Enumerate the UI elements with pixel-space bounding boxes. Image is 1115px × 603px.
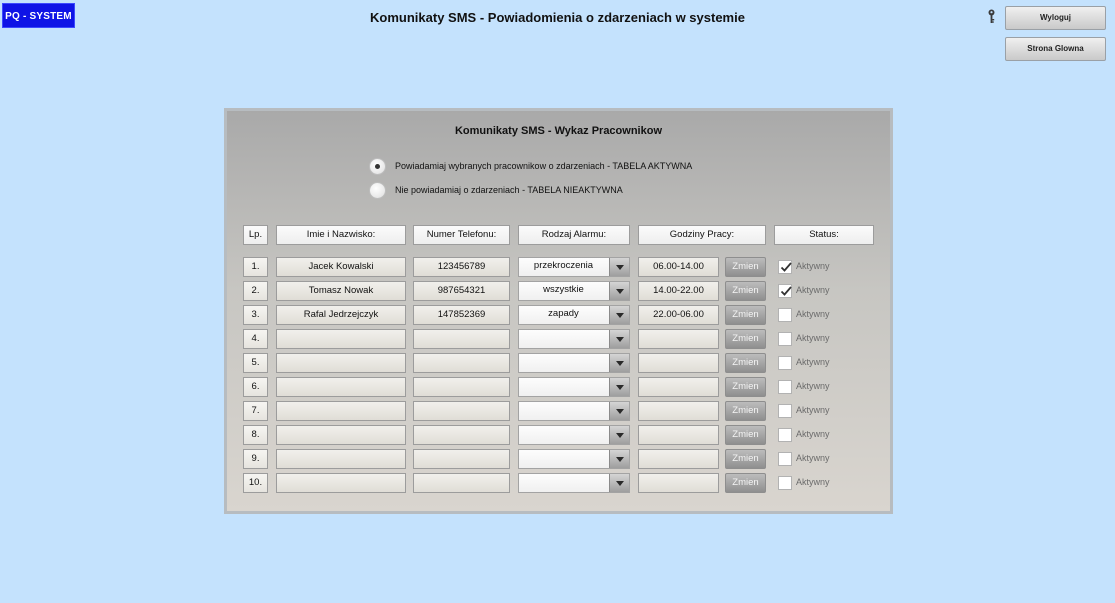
checkmark-icon <box>780 285 792 297</box>
header-alarm: Rodzaj Alarmu: <box>518 225 630 245</box>
dropdown-button[interactable] <box>609 330 629 348</box>
work-hours-field[interactable] <box>638 449 719 469</box>
alarm-type-select[interactable] <box>518 257 630 277</box>
active-checkbox[interactable] <box>778 332 792 346</box>
chevron-down-icon <box>616 433 624 438</box>
change-button[interactable]: Zmien <box>725 329 766 349</box>
radio-inactive-label: Nie powiadamiaj o zdarzeniach - TABELA NIEAKTYWNA <box>395 185 623 195</box>
alarm-type-value <box>519 378 608 396</box>
alarm-type-value <box>519 426 608 444</box>
active-label: Aktywny <box>796 453 830 463</box>
alarm-type-select[interactable] <box>518 425 630 445</box>
key-icon <box>987 9 996 24</box>
active-checkbox[interactable] <box>778 260 792 274</box>
name-field[interactable] <box>276 449 406 469</box>
row-number: 8. <box>243 425 268 445</box>
name-field[interactable] <box>276 473 406 493</box>
dropdown-button[interactable] <box>609 378 629 396</box>
row-number: 7. <box>243 401 268 421</box>
phone-field[interactable]: 987654321 <box>413 281 510 301</box>
dropdown-button[interactable] <box>609 354 629 372</box>
change-button[interactable]: Zmien <box>725 401 766 421</box>
active-label: Aktywny <box>796 357 830 367</box>
dropdown-button[interactable] <box>609 258 629 276</box>
home-button[interactable]: Strona Glowna <box>1005 37 1106 61</box>
active-label: Aktywny <box>796 261 830 271</box>
active-checkbox[interactable] <box>778 452 792 466</box>
work-hours-field[interactable]: 22.00-06.00 <box>638 305 719 325</box>
phone-field[interactable] <box>413 449 510 469</box>
change-button[interactable]: Zmien <box>725 353 766 373</box>
checkmark-icon <box>780 261 792 273</box>
work-hours-field[interactable] <box>638 401 719 421</box>
header-name: Imie i Nazwisko: <box>276 225 406 245</box>
alarm-type-select[interactable] <box>518 473 630 493</box>
name-field[interactable]: Tomasz Nowak <box>276 281 406 301</box>
radio-active-label: Powiadamiaj wybranych pracownikow o zdarzeniach - TABELA AKTYWNA <box>395 161 693 171</box>
phone-field[interactable]: 123456789 <box>413 257 510 277</box>
change-button[interactable]: Zmien <box>725 281 766 301</box>
phone-field[interactable] <box>413 425 510 445</box>
active-checkbox[interactable] <box>778 476 792 490</box>
active-label: Aktywny <box>796 333 830 343</box>
name-field[interactable]: Jacek Kowalski <box>276 257 406 277</box>
active-checkbox[interactable] <box>778 356 792 370</box>
change-button[interactable]: Zmien <box>725 305 766 325</box>
row-number: 9. <box>243 449 268 469</box>
chevron-down-icon <box>616 409 624 414</box>
name-field[interactable] <box>276 377 406 397</box>
active-label: Aktywny <box>796 285 830 295</box>
chevron-down-icon <box>616 313 624 318</box>
work-hours-field[interactable]: 14.00-22.00 <box>638 281 719 301</box>
alarm-type-select[interactable] <box>518 401 630 421</box>
change-button[interactable]: Zmien <box>725 377 766 397</box>
active-checkbox[interactable] <box>778 404 792 418</box>
dropdown-button[interactable] <box>609 426 629 444</box>
phone-field[interactable] <box>413 329 510 349</box>
dropdown-button[interactable] <box>609 402 629 420</box>
row-number: 2. <box>243 281 268 301</box>
alarm-type-value: wszystkie <box>543 284 584 295</box>
alarm-type-select[interactable] <box>518 449 630 469</box>
alarm-type-value <box>519 474 608 492</box>
chevron-down-icon <box>616 289 624 294</box>
alarm-type-select[interactable] <box>518 353 630 373</box>
radio-button-inactive[interactable] <box>369 182 386 199</box>
employee-panel <box>224 108 893 514</box>
dropdown-button[interactable] <box>609 474 629 492</box>
row-number: 6. <box>243 377 268 397</box>
chevron-down-icon <box>616 265 624 270</box>
work-hours-field[interactable] <box>638 473 719 493</box>
name-field[interactable] <box>276 353 406 373</box>
phone-field[interactable] <box>413 473 510 493</box>
radio-button-active[interactable] <box>369 158 386 175</box>
alarm-type-value <box>519 330 608 348</box>
name-field[interactable] <box>276 329 406 349</box>
work-hours-field[interactable] <box>638 425 719 445</box>
active-label: Aktywny <box>796 477 830 487</box>
active-checkbox[interactable] <box>778 308 792 322</box>
phone-field[interactable] <box>413 377 510 397</box>
dropdown-button[interactable] <box>609 306 629 324</box>
active-label: Aktywny <box>796 405 830 415</box>
radio-notify-inactive[interactable] <box>369 181 623 199</box>
row-number: 3. <box>243 305 268 325</box>
alarm-type-value: przekroczenia <box>533 260 594 271</box>
active-label: Aktywny <box>796 381 830 391</box>
alarm-type-select[interactable] <box>518 305 630 325</box>
alarm-type-value: zapady <box>548 308 579 319</box>
alarm-type-select[interactable] <box>518 329 630 349</box>
active-checkbox[interactable] <box>778 284 792 298</box>
row-number: 1. <box>243 257 268 277</box>
page-title: Komunikaty SMS - Powiadomienia o zdarzeniach w systemie <box>370 10 745 25</box>
name-field[interactable]: Rafal Jedrzejczyk <box>276 305 406 325</box>
active-checkbox[interactable] <box>778 428 792 442</box>
phone-field[interactable] <box>413 401 510 421</box>
dropdown-button[interactable] <box>609 450 629 468</box>
header-hours: Godziny Pracy: <box>638 225 766 245</box>
phone-field[interactable]: 147852369 <box>413 305 510 325</box>
header-lp: Lp. <box>243 225 268 245</box>
chevron-down-icon <box>616 457 624 462</box>
chevron-down-icon <box>616 481 624 486</box>
chevron-down-icon <box>616 337 624 342</box>
radio-notify-active[interactable] <box>369 157 692 175</box>
change-button[interactable]: Zmien <box>725 473 766 493</box>
row-number: 5. <box>243 353 268 373</box>
header-phone: Numer Telefonu: <box>413 225 510 245</box>
dropdown-button[interactable] <box>609 282 629 300</box>
work-hours-field[interactable] <box>638 329 719 349</box>
radio-selected-dot <box>375 164 380 169</box>
chevron-down-icon <box>616 361 624 366</box>
chevron-down-icon <box>616 385 624 390</box>
logout-button[interactable]: Wyloguj <box>1005 6 1106 30</box>
change-button[interactable]: Zmien <box>725 257 766 277</box>
header-status: Status: <box>774 225 874 245</box>
row-number: 4. <box>243 329 268 349</box>
alarm-type-value <box>519 354 608 372</box>
phone-field[interactable] <box>413 353 510 373</box>
change-button[interactable]: Zmien <box>725 449 766 469</box>
app-logo: PQ - SYSTEM <box>2 3 75 28</box>
row-number: 10. <box>243 473 268 493</box>
name-field[interactable] <box>276 401 406 421</box>
name-field[interactable] <box>276 425 406 445</box>
active-checkbox[interactable] <box>778 380 792 394</box>
work-hours-field[interactable] <box>638 353 719 373</box>
active-label: Aktywny <box>796 429 830 439</box>
alarm-type-value <box>519 402 608 420</box>
alarm-type-value <box>519 450 608 468</box>
work-hours-field[interactable] <box>638 377 719 397</box>
active-label: Aktywny <box>796 309 830 319</box>
change-button[interactable]: Zmien <box>725 425 766 445</box>
panel-title: Komunikaty SMS - Wykaz Pracownikow <box>454 125 662 137</box>
alarm-type-select[interactable] <box>518 281 630 301</box>
alarm-type-select[interactable] <box>518 377 630 397</box>
work-hours-field[interactable]: 06.00-14.00 <box>638 257 719 277</box>
